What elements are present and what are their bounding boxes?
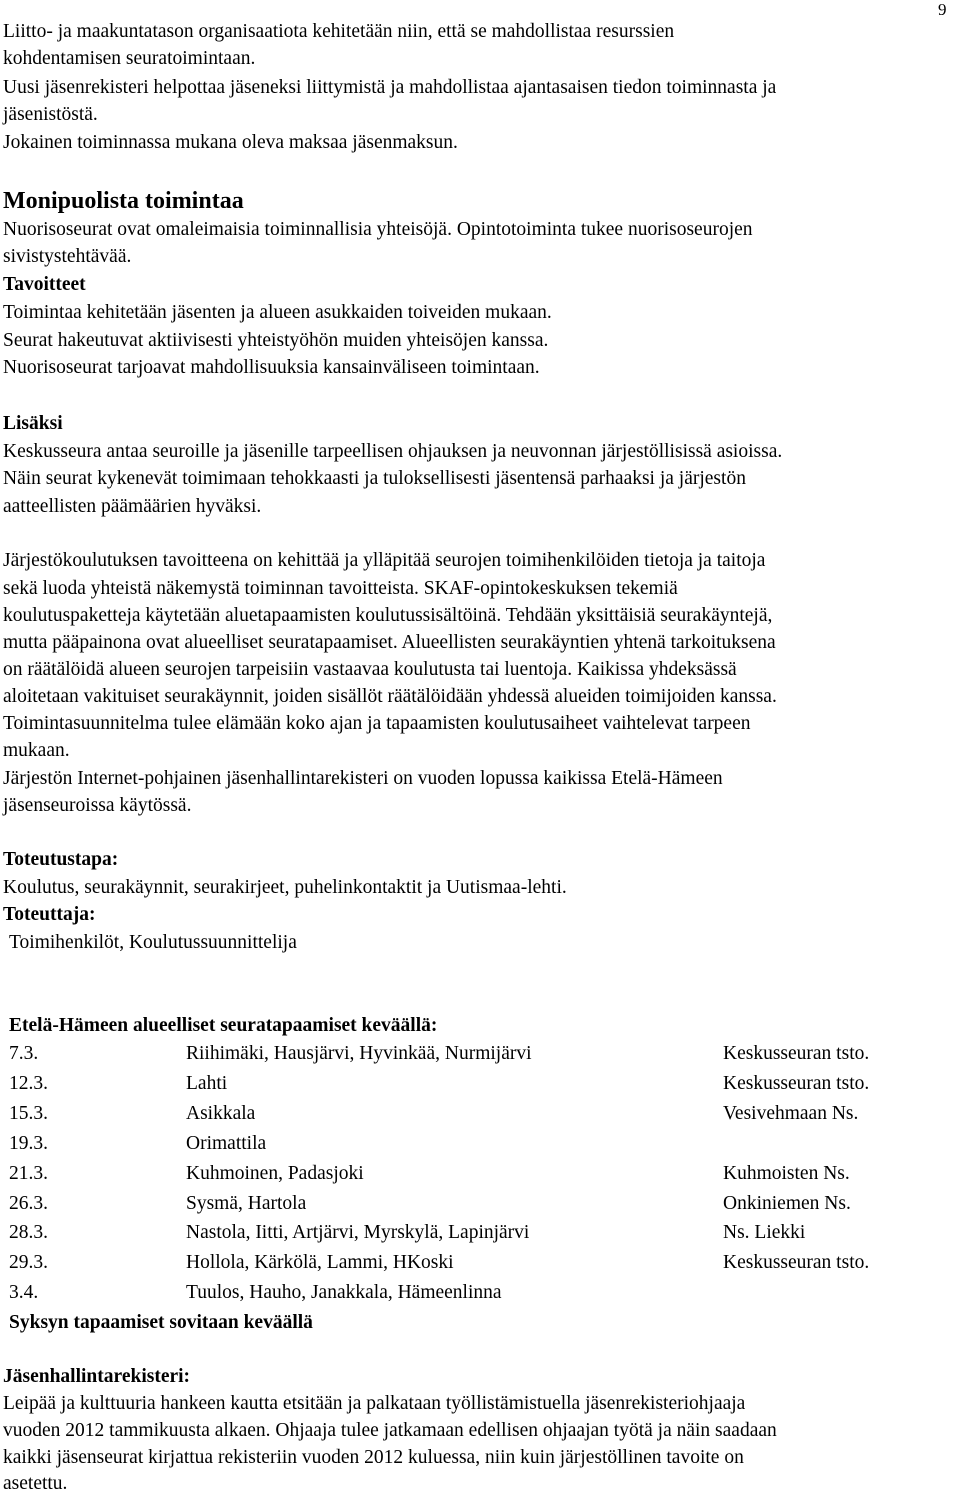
meeting-date: 29.3. <box>9 1252 48 1273</box>
table-row <box>9 1070 949 1098</box>
meeting-places: Sysmä, Hartola <box>186 1193 307 1214</box>
meeting-date: 7.3. <box>9 1043 39 1064</box>
meeting-venue: Ns. Liekki <box>723 1222 806 1243</box>
paragraph-line: sekä luoda yhteistä näkemystä toiminnan tavoitteista. SKAF-opintokeskuksen tekemiä <box>3 578 678 599</box>
table-row <box>9 1249 949 1277</box>
table-row <box>9 1190 949 1218</box>
paragraph-line: Seurat hakeutuvat aktiivisesti yhteistyöhön muiden yhteisöjen kanssa. <box>3 330 549 351</box>
section-heading: Monipuolista toimintaa <box>3 188 244 214</box>
meeting-date: 28.3. <box>9 1222 48 1243</box>
meeting-places: Orimattila <box>186 1133 267 1154</box>
meeting-venue: Kuhmoisten Ns. <box>723 1163 850 1184</box>
paragraph-line: jäsenseuroissa käytössä. <box>3 795 192 816</box>
table-row <box>9 1130 949 1158</box>
paragraph-line: Järjestön Internet-pohjainen jäsenhallintarekisteri on vuoden lopussa kaikissa Etelä-Hämeen <box>3 768 723 789</box>
meeting-venue: Keskusseuran tsto. <box>723 1073 870 1094</box>
paragraph-line: vuoden 2012 tammikuusta alkaen. Ohjaaja tulee jatkamaan edellisen ohjaajan työtä ja näin saadaan <box>3 1420 777 1441</box>
intro-line: Uusi jäsenrekisteri helpottaa jäseneksi liittymistä ja mahdollistaa ajantasaisen tiedon toiminnasta ja <box>3 77 777 98</box>
section-heading: Tavoitteet <box>3 274 86 295</box>
meeting-places: Riihimäki, Hausjärvi, Hyvinkää, Nurmijärvi <box>186 1043 532 1064</box>
meeting-date: 15.3. <box>9 1103 48 1124</box>
table-row <box>9 1219 949 1247</box>
table-row <box>9 1160 949 1188</box>
meeting-date: 19.3. <box>9 1133 48 1154</box>
meeting-date: 26.3. <box>9 1193 48 1214</box>
paragraph-line: mukaan. <box>3 740 70 761</box>
intro-line: Jokainen toiminnassa mukana oleva maksaa jäsenmaksun. <box>3 132 458 153</box>
paragraph-line: sivistystehtävää. <box>3 246 132 267</box>
meeting-date: 12.3. <box>9 1073 48 1094</box>
meetings-footer: Syksyn tapaamiset sovitaan keväällä <box>9 1312 313 1333</box>
paragraph-line: asetettu. <box>3 1473 68 1494</box>
meeting-venue: Keskusseuran tsto. <box>723 1252 870 1273</box>
table-row <box>9 1040 949 1068</box>
meetings-heading: Etelä-Hämeen alueelliset seuratapaamiset keväällä: <box>9 1015 438 1036</box>
paragraph-line: aloitetaan vakituiset seurakäynnit, joiden sisällöt räätälöidään yhdessä alueiden toimijoiden kanssa. <box>3 686 777 707</box>
intro-line: kohdentamisen seuratoimintaan. <box>3 48 256 69</box>
meeting-venue: Keskusseuran tsto. <box>723 1043 870 1064</box>
paragraph-line: Nuorisoseurat ovat omaleimaisia toiminnallisia yhteisöjä. Opintotoiminta tukee nuorisoseurojen <box>3 219 753 240</box>
paragraph-line: aatteellisten päämäärien hyväksi. <box>3 496 262 517</box>
paragraph-line: mutta pääpainona ovat alueelliset seuratapaamiset. Alueellisten seurakäyntien yhtenä tarkoituksena <box>3 632 776 653</box>
meeting-venue: Onkiniemen Ns. <box>723 1193 851 1214</box>
paragraph-line: koulutuspaketteja käytetään aluetapaamisten koulutussisältöinä. Tehdään yksittäisiä seurakäyntejä, <box>3 605 773 626</box>
paragraph-line: Näin seurat kykenevät toimimaan tehokkaasti ja tuloksellisesti jäsentensä parhaaksi ja järjestön <box>3 468 746 489</box>
meeting-date: 21.3. <box>9 1163 48 1184</box>
intro-line: Liitto- ja maakuntatason organisaatiota kehitetään niin, että se mahdollistaa resurssien <box>3 21 675 42</box>
toteutustapa-value: Koulutus, seurakäynnit, seurakirjeet, puhelinkontaktit ja Uutismaa-lehti. <box>3 877 567 898</box>
paragraph-line: Nuorisoseurat tarjoavat mahdollisuuksia kansainväliseen toimintaan. <box>3 357 540 378</box>
section-heading: Jäsenhallintarekisteri: <box>3 1366 191 1387</box>
paragraph-line: on räätälöidä alueen seurojen tarpeisiin vastaavaa koulutusta tai luentoja. Kaikissa yhdeksässä <box>3 659 737 680</box>
intro-line: jäsenistöstä. <box>3 104 98 125</box>
meeting-places: Kuhmoinen, Padasjoki <box>186 1163 364 1184</box>
toteuttaja-label: Toteuttaja: <box>3 904 96 925</box>
toteuttaja-value: Toimihenkilöt, Koulutussuunnittelija <box>9 932 297 953</box>
paragraph-line: Keskusseura antaa seuroille ja jäsenille tarpeellisen ohjauksen ja neuvonnan järjestöllisissä asioissa. <box>3 441 783 462</box>
page-number: 9 <box>938 0 947 19</box>
meeting-date: 3.4. <box>9 1282 39 1303</box>
table-row <box>9 1279 949 1307</box>
paragraph-line: Toimintasuunnitelma tulee elämään koko ajan ja tapaamisten koulutusaiheet vaihtelevat tarpeen <box>3 713 751 734</box>
toteutustapa-label: Toteutustapa: <box>3 849 119 870</box>
meeting-venue: Vesivehmaan Ns. <box>723 1103 859 1124</box>
meeting-places: Lahti <box>186 1073 228 1094</box>
meeting-places: Hollola, Kärkölä, Lammi, HKoski <box>186 1252 454 1273</box>
paragraph-line: Leipää ja kulttuuria hankeen kautta etsitään ja palkataan työllistämistuella jäsenrekisteriohjaaja <box>3 1393 746 1414</box>
section-heading: Lisäksi <box>3 413 63 434</box>
paragraph-line: Järjestökoulutuksen tavoitteena on kehittää ja ylläpitää seurojen toimihenkilöiden tietoja ja taitoja <box>3 550 766 571</box>
paragraph-line: Toimintaa kehitetään jäsenten ja alueen asukkaiden toiveiden mukaan. <box>3 302 552 323</box>
meeting-places: Nastola, Iitti, Artjärvi, Myrskylä, Lapinjärvi <box>186 1222 530 1243</box>
paragraph-line: kaikki jäsenseurat kirjattua rekisteriin vuoden 2012 kuluessa, niin kuin järjestöllinen tavoite on <box>3 1447 744 1468</box>
meeting-places: Tuulos, Hauho, Janakkala, Hämeenlinna <box>186 1282 502 1303</box>
table-row <box>9 1100 949 1128</box>
meeting-places: Asikkala <box>186 1103 256 1124</box>
